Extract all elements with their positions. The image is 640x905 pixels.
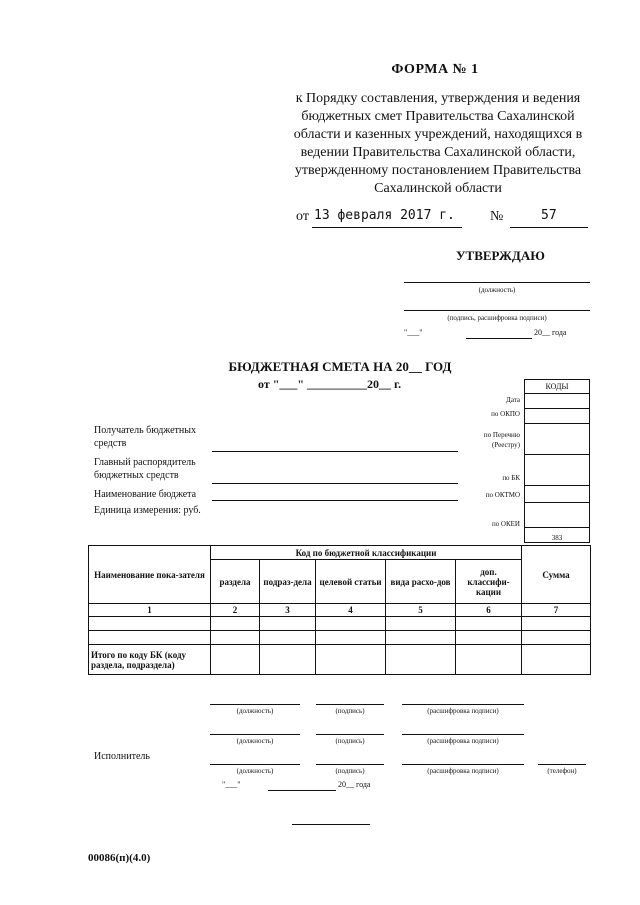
estimate-title: БЮДЖЕТНАЯ СМЕТА НА 20__ ГОД — [228, 359, 452, 374]
code-label-oktmo: по ОКТМО — [485, 491, 520, 499]
footer-signature-line-3 — [316, 764, 384, 765]
table-cell — [386, 645, 456, 675]
footer-signature-caption-2: (подпись) — [335, 737, 365, 745]
estimate-date: от "___" __________20__ г. — [258, 377, 402, 391]
executor-label: Исполнитель — [94, 751, 150, 762]
order-reference: к Порядку составления, утверждения и ведения бюджетных смет Правительства Сахалинской области и казенных учреждений, находящихся в ведении Правительства Сахалинской области, утвержденному постановлением Правительства Сахалинской области — [293, 91, 583, 196]
table-cell — [316, 631, 386, 645]
table-cell — [316, 645, 386, 675]
footer-decode-line-2 — [402, 734, 524, 735]
table-cell — [260, 645, 316, 675]
table-cell — [456, 631, 522, 645]
budget-name-label: Наименование бюджета — [94, 489, 197, 500]
form-code: 00086(п)(4.0) — [88, 852, 151, 864]
col-number: 7 — [522, 604, 591, 617]
footer-signature-caption-1: (подпись) — [335, 707, 365, 715]
table-cell — [211, 645, 260, 675]
approve-position-caption: (должность) — [478, 286, 516, 294]
order-number-sign: № — [490, 209, 504, 224]
code-label-okpo: по ОКПО — [491, 410, 520, 418]
approve-signature-caption: (подпись, расшифровка подписи) — [447, 314, 547, 322]
approve-date-tail: 20__ года — [534, 328, 567, 337]
code-label-registry: по Перечню (Реестру) — [483, 431, 520, 449]
table-row — [89, 617, 591, 631]
footer-decode-caption-3: (расшифровка подписи) — [427, 767, 499, 775]
footer-signature-caption-3: (подпись) — [335, 767, 365, 775]
chief-manager-line — [212, 483, 458, 484]
col-name-header: Наименование пока-зателя — [89, 546, 211, 604]
code-label-bk: по БК — [502, 474, 520, 482]
col-section-header: раздела — [211, 560, 260, 604]
approve-signature-line — [404, 310, 590, 311]
order-date-prefix: от — [296, 209, 309, 224]
table-cell — [522, 631, 591, 645]
table-cell — [211, 617, 260, 631]
unit-label: Единица измерения: руб. — [94, 505, 201, 516]
table-cell — [386, 631, 456, 645]
footer-position-caption-2: (должность) — [236, 737, 274, 745]
order-date-value: 13 февраля 2017 г. — [314, 208, 455, 223]
footer-position-line-2 — [210, 734, 300, 735]
col-article-header: целевой статьи — [316, 560, 386, 604]
col-number: 6 — [456, 604, 522, 617]
table-cell — [316, 617, 386, 631]
code-okei-cell — [525, 503, 590, 528]
col-extra-header: доп. классифи-кации — [456, 560, 522, 604]
footer-position-line-1 — [210, 704, 300, 705]
approve-date-quote: "___" — [404, 328, 423, 337]
table-cell — [522, 617, 591, 631]
table-cell — [89, 631, 211, 645]
table-cell — [522, 645, 591, 675]
table-row — [89, 631, 591, 645]
footer-phone-line — [538, 764, 586, 765]
code-bk-cell — [525, 455, 590, 486]
footer-phone-caption: (телефон) — [547, 767, 577, 775]
total-row — [89, 645, 591, 675]
recipient-line — [212, 451, 458, 452]
budget-name-line — [212, 500, 458, 501]
code-registry-cell — [525, 424, 590, 455]
col-number: 5 — [386, 604, 456, 617]
table-cell — [386, 617, 456, 631]
order-number-value: 57 — [541, 208, 557, 223]
footer-decode-caption-2: (расшифровка подписи) — [427, 737, 499, 745]
footer-date-quote: "___" — [222, 780, 241, 789]
footer-decode-caption-1: (расшифровка подписи) — [427, 707, 499, 715]
col-number: 1 — [89, 604, 211, 617]
code-label-date: Дата — [506, 396, 520, 404]
table-cell — [456, 617, 522, 631]
chief-manager-label: Главный распорядитель бюджетных средств — [94, 457, 196, 481]
column-numbers-row — [89, 604, 591, 617]
footer-position-line-3 — [210, 764, 300, 765]
col-sum-header: Сумма — [522, 546, 591, 604]
order-number-line — [510, 227, 588, 228]
code-label-okei: по ОКЕИ — [491, 520, 520, 528]
footer-date-line — [268, 790, 336, 791]
footer-position-caption-3: (должность) — [236, 767, 274, 775]
footer-extra-line — [292, 824, 370, 825]
code-oktmo-cell — [525, 486, 590, 503]
codes-header: КОДЫ — [525, 380, 590, 394]
table-cell — [260, 631, 316, 645]
classification-group-header: Код по бюджетной классификации — [211, 546, 522, 560]
col-subsection-header: подраз-дела — [260, 560, 316, 604]
code-okei-value: 383 — [525, 528, 590, 543]
footer-position-caption-1: (должность) — [236, 707, 274, 715]
table-cell — [211, 631, 260, 645]
footer-date-tail: 20__ года — [338, 780, 371, 789]
form-title: ФОРМА № 1 — [391, 62, 479, 77]
table-cell — [456, 645, 522, 675]
col-number: 4 — [316, 604, 386, 617]
col-number: 3 — [260, 604, 316, 617]
estimate-table — [88, 545, 591, 675]
footer-decode-line-1 — [402, 704, 524, 705]
table-cell — [260, 617, 316, 631]
code-okpo-cell — [525, 409, 590, 424]
approve-position-line — [404, 282, 590, 283]
approve-title: УТВЕРЖДАЮ — [456, 248, 545, 263]
recipient-label: Получатель бюджетных средств — [94, 425, 196, 449]
footer-signature-line-1 — [316, 704, 384, 705]
footer-decode-line-3 — [402, 764, 524, 765]
col-expense-header: вида расхо-дов — [386, 560, 456, 604]
table-cell — [89, 617, 211, 631]
approve-date-line — [466, 338, 532, 339]
col-number: 2 — [211, 604, 260, 617]
footer-signature-line-2 — [316, 734, 384, 735]
total-label: Итого по коду БК (коду раздела, подраздела) — [89, 645, 211, 675]
code-date-cell — [525, 394, 590, 409]
order-date-line — [312, 227, 462, 228]
codes-table — [524, 379, 590, 543]
